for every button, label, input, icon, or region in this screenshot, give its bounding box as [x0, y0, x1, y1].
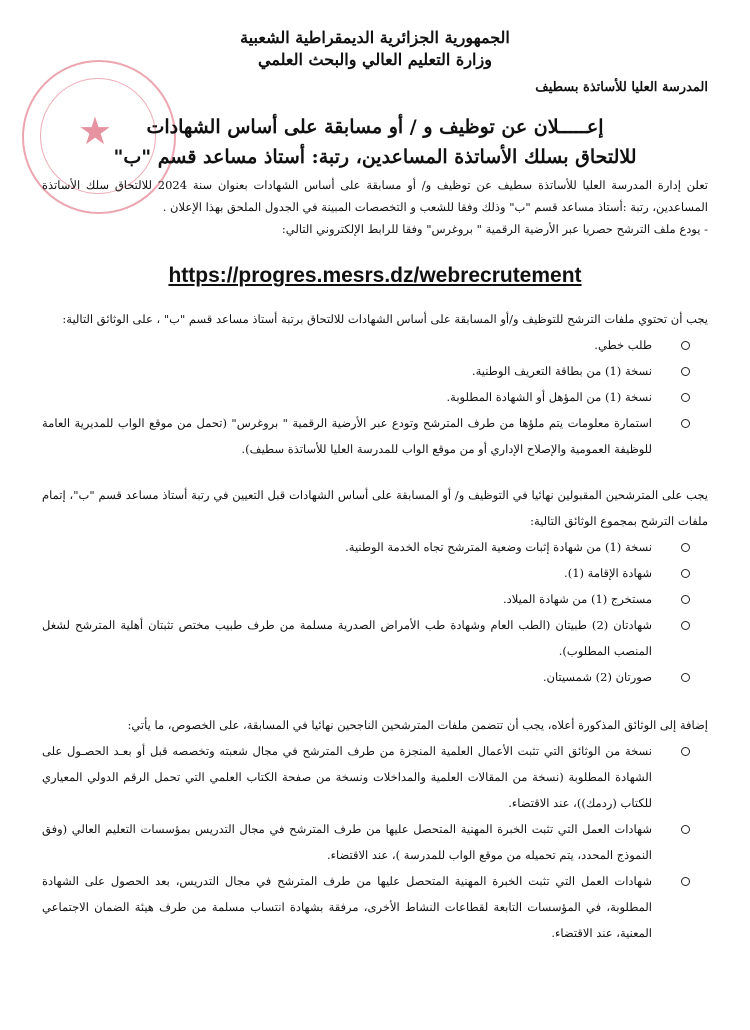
republic-header: الجمهورية الجزائرية الديمقراطية الشعبية — [240, 28, 510, 47]
intro-paragraph: تعلن إدارة المدرسة العليا للأساتذة سطيف عن توظيف و/ أو مسابقة على أساس الشهادات بعنوان سنة 2024 للالتحاق سلك الأساتذة المساعدين، رتبة :أستاذ مساعد قسم "ب" وذلك وفقا للشعب و التخصصات المبينة في الجدول الملحق بهذا الإعلان . — [42, 178, 708, 214]
list-item: نسخة من الوثائق التي تثبت الأعمال العلمية المنجزة من طرف المترشح في مجال شعبته وتخصصه قبل أو بعـد الحصـول على الشهادة المطلوبة (نسخة من المقالات العلمية والمداخلات ونسخة من صفحة الكتاب العلمي التي تحمل الرقم الدولي المعياري للكتاب (ردمك))، عند الاقتضاء. — [42, 738, 652, 816]
list-item: شهادات العمل التي تثبت الخبرة المهنية المتحصل عليها من طرف المترشح في مجال التدريس بمؤسسات التعليم العالي (وفق النموذج المحدد، يتم تحميله من موقع الواب للمدرسة )، عند الاقتضاء. — [42, 816, 652, 868]
required-documents-section — [42, 306, 708, 462]
ministry-header: وزارة التعليم العالي والبحث العلمي — [258, 50, 492, 69]
announcement-title-line2: للالتحاق بسلك الأساتذة المساعدين، رتبة: أستاذ مساعد قسم "ب" — [113, 146, 637, 168]
announcement-title-line1: إعـــــلان عن توظيف و / أو مسابقة على أساس الشهادات — [146, 116, 604, 138]
school-name: المدرسة العليا للأساتذة بسطيف — [535, 80, 708, 95]
list-item: صورتان (2) شمسيتان. — [42, 664, 652, 690]
list-item: نسخة (1) من شهادة إثبات وضعية المترشح تجاه الخدمة الوطنية. — [42, 534, 652, 560]
accepted-candidates-section — [42, 482, 708, 690]
list-item: شهادتان (2) طبيتان (الطب العام وشهادة طب الأمراض الصدرية مسلمة من طرف طبيب مختص تثبتان أهلية المترشح لشغل المنصب المطلوب). — [42, 612, 652, 664]
list-item: شهادات العمل التي تثبت الخبرة المهنية المتحصل عليها من طرف المترشح في مجال التدريس، بعد الحصول على الشهادة المطلوبة، في المؤسسات التابعة لقطاعات النشاط الأخرى، مرفقة بشهادة انتساب مسلمة من طرف هيئة الضمان الاجتماعي المعنية، عند الاقتضاء. — [42, 868, 652, 946]
list-item: طلب خطي. — [42, 332, 652, 358]
additional-documents-section — [42, 712, 708, 946]
list-item: شهادة الإقامة (1). — [42, 560, 652, 586]
list-item: نسخة (1) من بطاقة التعريف الوطنية. — [42, 358, 652, 384]
recruitment-link[interactable]: https://progres.mesrs.dz/webrecrutement — [168, 264, 582, 287]
list-item: نسخة (1) من المؤهل أو الشهادة المطلوبة. — [42, 384, 652, 410]
accepted-candidates-list — [42, 534, 708, 690]
submission-note: - يودع ملف الترشح حصريا عبر الأرضية الرقمية " بروغرس" وفقا للرابط الإلكتروني التالي: — [281, 222, 708, 236]
required-documents-intro: يجب أن تحتوي ملفات الترشح للتوظيف و/أو المسابقة على أساس الشهادات للالتحاق برتبة أستاذ مساعد قسم "ب" ، على الوثائق التالية: — [62, 312, 708, 326]
accepted-candidates-intro: يجب على المترشحين المقبولين نهائيا في التوظيف و/ أو المسابقة على أساس الشهادات قبل التعيين في رتبة أستاذ مساعد قسم "ب"، إتمام ملفات الترشح بمجموع الوثائق التالية: — [42, 488, 708, 528]
additional-documents-intro: إضافة إلى الوثائق المذكورة أعلاه، يجب أن تتضمن ملفات المترشحين الناجحين نهائيا في المسابقة، على الخصوص، ما يأتي: — [127, 718, 708, 732]
required-documents-list — [42, 332, 708, 462]
intro-section — [42, 174, 708, 240]
stamp-star-icon: ★ — [78, 109, 113, 153]
additional-documents-list — [42, 738, 708, 946]
list-item: استمارة معلومات يتم ملؤها من طرف المترشح وتودع عبر الأرضية الرقمية " بروغرس" (تحمل من موقع الواب للمديرية العامة للوظيفة العمومية والإصلاح الإداري أو من موقع الواب للمدرسة العليا للأساتذة سطيف). — [42, 410, 652, 462]
list-item: مستخرج (1) من شهادة الميلاد. — [42, 586, 652, 612]
